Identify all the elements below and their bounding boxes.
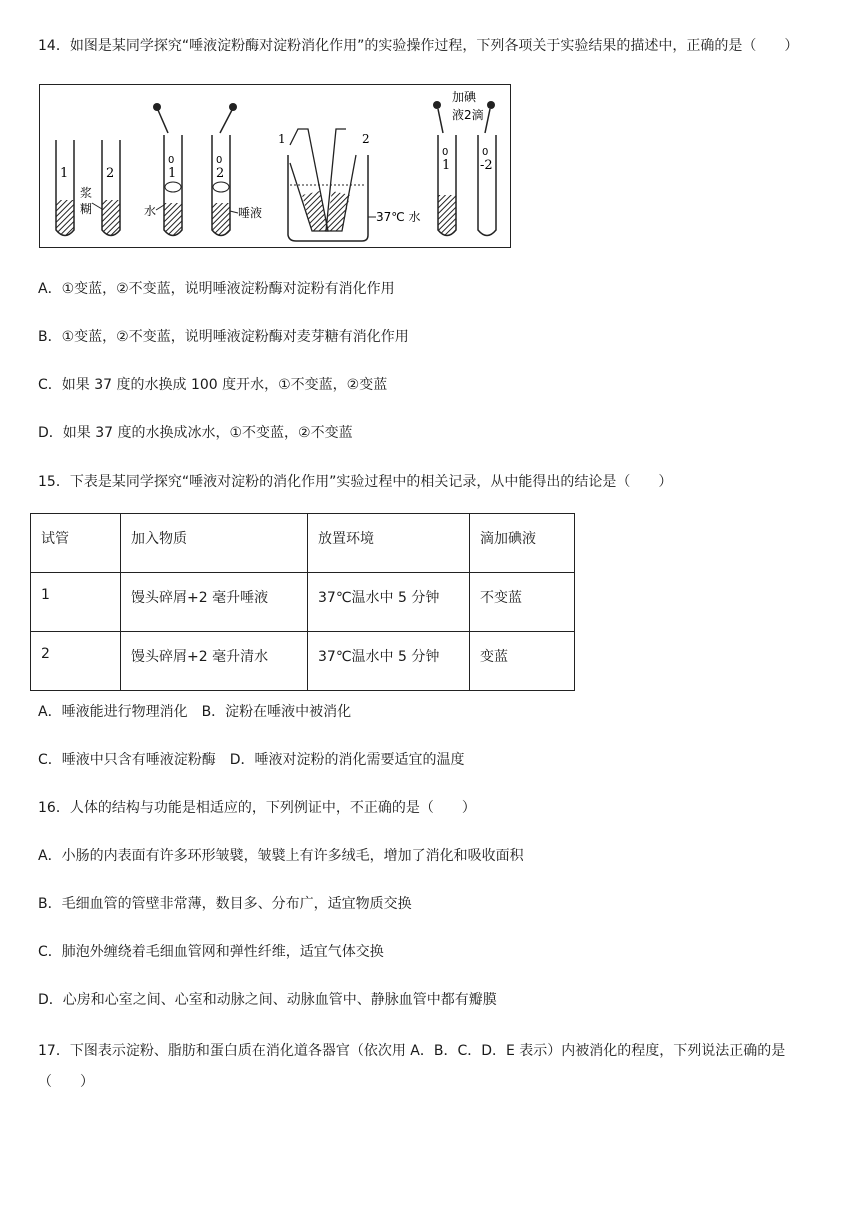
tube-1-paste [56, 140, 74, 236]
paste-label [80, 185, 102, 216]
table-cell: 2 [31, 632, 121, 691]
svg-text:0: 0 [168, 155, 175, 166]
header-substance: 加入物质 [121, 514, 308, 573]
svg-text:1: 1 [168, 166, 177, 181]
q14-option-a: A．①变蓝，②不变蓝，说明唾液淀粉酶对淀粉有消化作用 [38, 281, 395, 297]
svg-text:浆: 浆 [80, 186, 93, 200]
q15-table [30, 513, 575, 691]
tube-2-saliva [212, 103, 262, 236]
table-cell: 1 [31, 573, 121, 632]
table-cell: 馒头碎屑+2 毫升清水 [121, 632, 308, 691]
tube-1-water [144, 103, 182, 236]
tube-2-number: 2 [106, 166, 115, 181]
q15-option-cd: C．唾液中只含有唾液淀粉酶 D．唾液对淀粉的消化需要适宜的温度 [38, 752, 465, 768]
q14-option-c: C．如果 37 度的水换成 100 度开水，①不变蓝，②变蓝 [38, 377, 388, 393]
experiment-illustration [40, 85, 512, 249]
q14-stem: 14．如图是某同学探究“唾液淀粉酶对淀粉消化作用”的实验操作过程，下列各项关于实验结果的描述中，正确的是（ ） [38, 38, 799, 54]
temperature-label: 37℃ 水 [376, 210, 421, 224]
svg-text:-2: -2 [480, 158, 493, 173]
svg-text:1: 1 [442, 158, 451, 173]
q15-option-ab: A．唾液能进行物理消化 B．淀粉在唾液中被消化 [38, 704, 352, 720]
table-cell: 37℃温水中 5 分钟 [308, 632, 470, 691]
q17-stem: 17．下图表示淀粉、脂肪和蛋白质在消化道各器官（依次用 A．B．C．D．E 表示）内被消化的程度，下列说法正确的是 [38, 1043, 786, 1059]
q16-option-b: B．毛细血管的管壁非常薄，数目多、分布广，适宜物质交换 [38, 896, 412, 912]
saliva-label: 唾液 [238, 206, 263, 220]
svg-text:2: 2 [216, 166, 225, 181]
q17-stem-blank: （ ） [38, 1074, 94, 1090]
table-header-row [31, 514, 575, 573]
q16-option-c: C．肺泡外缠绕着毛细血管网和弹性纤维，适宜气体交换 [38, 944, 384, 960]
table-cell: 不变蓝 [470, 573, 575, 632]
table-row [31, 632, 575, 691]
q16-stem: 16．人体的结构与功能是相适应的，下列例证中，不正确的是（ ） [38, 800, 476, 816]
table-cell: 37℃温水中 5 分钟 [308, 573, 470, 632]
svg-text:0: 0 [482, 147, 489, 158]
experiment-figure [39, 84, 511, 248]
water-bath-beaker [278, 129, 421, 241]
table-cell: 变蓝 [470, 632, 575, 691]
q15-stem: 15．下表是某同学探究“唾液对淀粉的消化作用”实验过程中的相关记录，从中能得出的结论是（ ） [38, 474, 673, 490]
tube-1-number: 1 [60, 166, 69, 181]
header-environment: 放置环境 [308, 514, 470, 573]
svg-text:糊: 糊 [80, 202, 93, 216]
svg-text:1: 1 [278, 132, 286, 146]
q14-option-d: D．如果 37 度的水换成冰水，①不变蓝，②不变蓝 [38, 425, 353, 441]
tube-2-iodine [452, 89, 496, 236]
svg-text:0: 0 [442, 147, 449, 158]
tube-2-paste [102, 140, 120, 236]
svg-text:2: 2 [362, 132, 370, 146]
table-row [31, 573, 575, 632]
svg-text:加碘: 加碘 [452, 90, 477, 104]
table-cell: 馒头碎屑+2 毫升唾液 [121, 573, 308, 632]
q16-option-d: D．心房和心室之间、心室和动脉之间、动脉血管中、静脉血管中都有瓣膜 [38, 992, 497, 1008]
q16-option-a: A．小肠的内表面有许多环形皱襞，皱襞上有许多绒毛，增加了消化和吸收面积 [38, 848, 524, 864]
water-label: 水 [144, 204, 157, 218]
svg-text:0: 0 [216, 155, 223, 166]
header-iodine: 滴加碘液 [470, 514, 575, 573]
header-tube: 试管 [31, 514, 121, 573]
q14-option-b: B．①变蓝，②不变蓝，说明唾液淀粉酶对麦芽糖有消化作用 [38, 329, 409, 345]
svg-text:液2滴: 液2滴 [452, 108, 484, 122]
